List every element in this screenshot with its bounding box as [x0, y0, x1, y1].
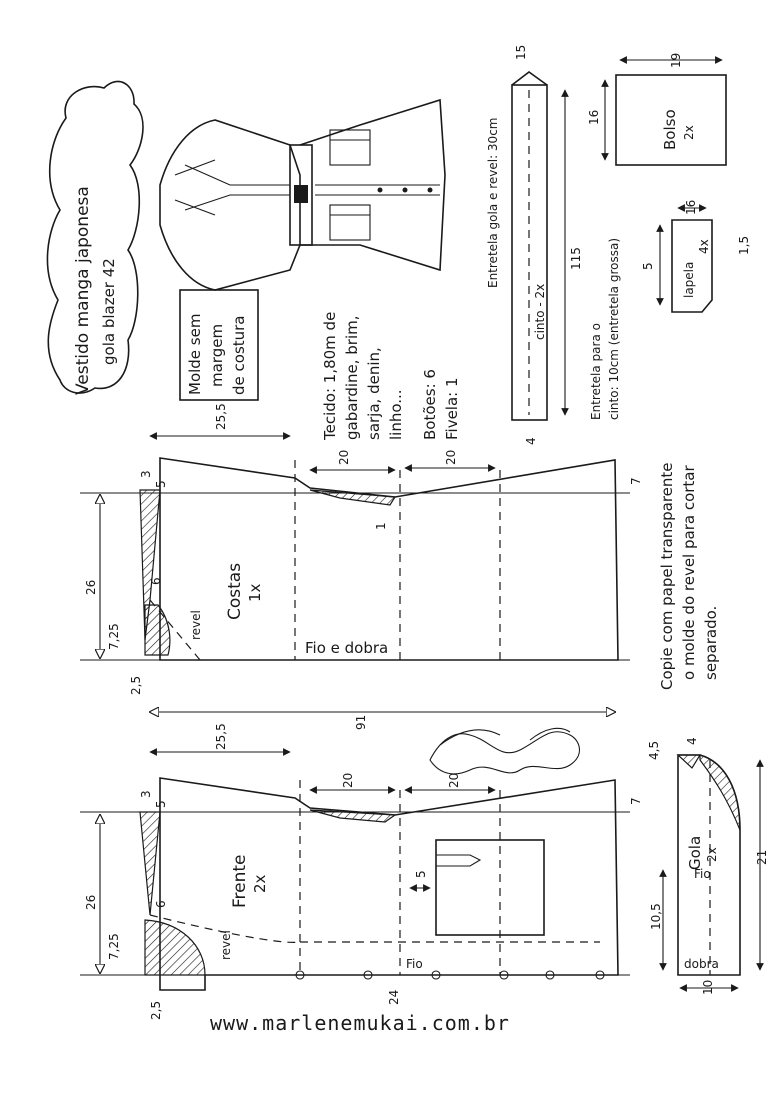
front-bottom-dim: 2,5	[149, 1000, 163, 1020]
lapel-point: 1,5	[737, 235, 751, 255]
belt-length: 115	[569, 247, 583, 270]
back-dim-3: 3	[139, 470, 153, 478]
front-hem-dim: 7	[629, 797, 643, 805]
back-revel-label: revel	[189, 610, 203, 640]
collar-label: Gola	[686, 835, 704, 870]
materials-fabric-4: linho...	[387, 389, 405, 440]
collar-4-5-dim: 4,5	[647, 740, 661, 760]
back-waist-dim-1: 20	[337, 449, 351, 465]
seam-allowance-note	[180, 290, 258, 400]
back-hem-dim: 7	[629, 477, 643, 485]
belt-piece	[486, 45, 621, 445]
back-waist-dim-2: 20	[444, 449, 458, 465]
front-pattern-piece	[80, 723, 643, 1020]
front-pocket-placement	[436, 840, 544, 935]
pocket-label: Bolso	[661, 109, 679, 150]
back-grain-label: Fio e dobra	[305, 639, 389, 657]
buckle-icon	[294, 185, 308, 203]
interfacing-collar-note: Entretela gola e revel: 30cm	[486, 117, 500, 288]
back-dim-2-5: 2,5	[129, 675, 143, 695]
copy-note-line-2: o molde do revel para cortar	[680, 465, 698, 680]
back-pattern-piece	[80, 403, 643, 695]
front-qty: 2x	[251, 874, 269, 893]
belt-width: 4	[524, 437, 538, 445]
pocket-qty: 2x	[682, 125, 696, 140]
lapel-height: 5	[641, 262, 655, 270]
belt-label: cinto - 2x	[533, 283, 547, 340]
front-waist-dim-2: 20	[447, 772, 461, 788]
button-icon	[403, 188, 408, 193]
pocket-height: 16	[587, 109, 601, 125]
button-icon	[428, 188, 433, 193]
interfacing-belt-1: Entretela para o	[589, 323, 603, 420]
dress-illustration	[160, 100, 445, 290]
front-height-dim: 26	[84, 894, 98, 910]
front-dim-3: 3	[139, 790, 153, 798]
back-dim-6: 6	[149, 577, 163, 585]
back-shoulder-dim: 25,5	[214, 403, 228, 430]
signature	[430, 728, 579, 774]
back-label: Costas	[225, 562, 245, 620]
pocket-piece	[587, 53, 726, 165]
back-dim-1: 1	[374, 522, 388, 530]
seam-note-line-1: Molde sem	[186, 313, 204, 395]
copy-note	[658, 463, 720, 691]
lapel-piece	[641, 200, 751, 312]
materials-fabric-2: gabardine, brim,	[343, 315, 361, 440]
front-dim-6: 6	[154, 900, 168, 908]
copy-note-line-1: Copie com papel transparente	[658, 462, 676, 690]
copy-note-line-3: separado.	[702, 605, 720, 680]
total-width-value: 91	[354, 714, 368, 730]
seam-note-line-2: margem	[208, 323, 226, 387]
interfacing-belt-2: cinto: 10cm (entretela grossa)	[607, 238, 621, 420]
front-dim-5: 5	[154, 800, 168, 808]
collar-10-dim: 10	[701, 979, 715, 995]
collar-piece	[647, 737, 769, 995]
front-neck-dim: 7,25	[107, 933, 121, 960]
materials-buttons: Botões: 6	[421, 369, 439, 440]
title-line-2: gola blazer 42	[100, 258, 118, 365]
collar-qty: 2x	[705, 847, 719, 862]
front-shoulder-dim: 25,5	[214, 723, 228, 750]
materials-buckle: Fivela: 1	[443, 377, 461, 440]
materials-list	[321, 312, 461, 441]
collar-fold-label: dobra	[684, 957, 719, 971]
lapel-qty: 4x	[697, 239, 711, 254]
front-edge-dim: 24	[387, 989, 401, 1005]
website-footer[interactable]: www.marlenemukai.com.br	[210, 1011, 510, 1035]
front-grain-label: Fio	[406, 957, 423, 971]
collar-grain-label: Fio	[694, 867, 711, 881]
belt-top: 15	[514, 44, 528, 60]
lapel-label: lapela	[682, 261, 696, 298]
front-waist-dim-1: 20	[341, 772, 355, 788]
collar-10-5-dim: 10,5	[649, 903, 663, 930]
back-dim-5: 5	[154, 480, 168, 488]
materials-fabric-1: Tecido: 1,80m de	[321, 311, 339, 440]
materials-fabric-3: sarja, denin,	[365, 347, 383, 440]
lapel-width: 16	[684, 199, 698, 215]
collar-4-dim: 4	[685, 737, 699, 745]
seam-note-line-3: de costura	[230, 315, 248, 395]
front-label: Frente	[230, 854, 250, 908]
back-neck-dim: 7,25	[107, 623, 121, 650]
collar-length-dim: 21	[755, 849, 769, 865]
title-line-1: Vestido manga japonesa	[73, 186, 93, 395]
back-qty: 1x	[246, 583, 264, 602]
front-revel-label: revel	[219, 930, 233, 960]
title-cloud	[47, 81, 143, 395]
pocket-width: 19	[669, 52, 683, 68]
button-icon	[378, 188, 383, 193]
front-pocket-dim: 5	[414, 870, 428, 878]
back-height-dim: 26	[84, 579, 98, 595]
